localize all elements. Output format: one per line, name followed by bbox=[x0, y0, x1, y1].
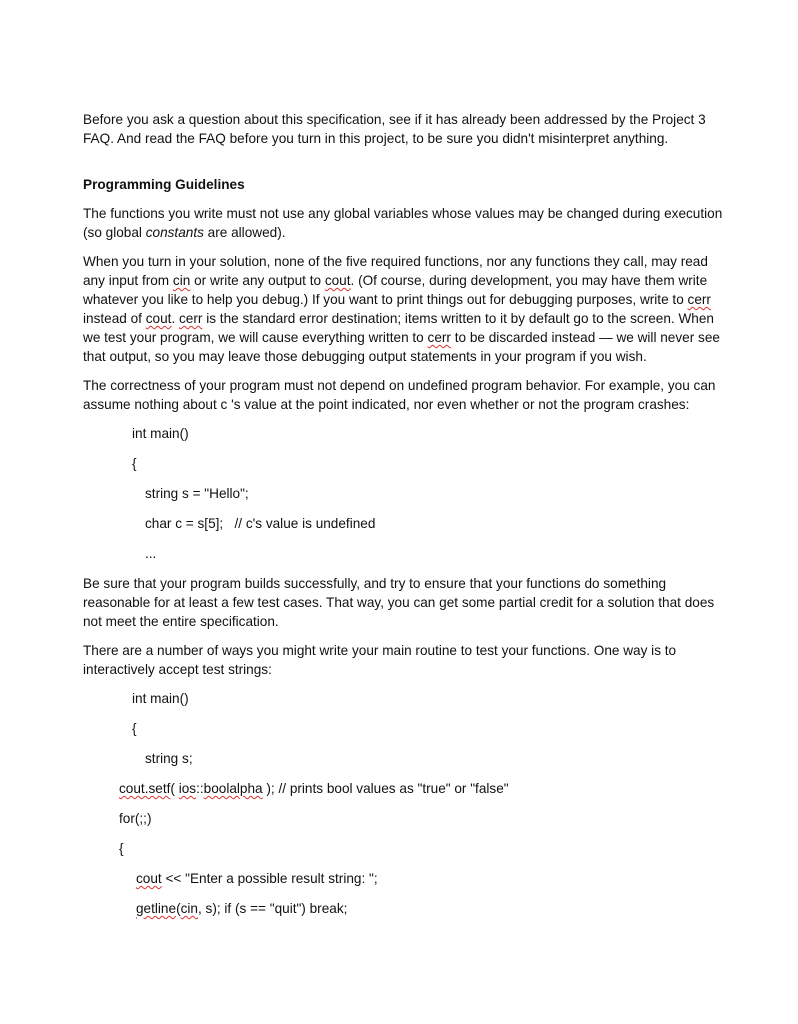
code-line: char c = s[5]; // c's value is undefined bbox=[145, 516, 376, 531]
cout-word: cout bbox=[145, 311, 172, 326]
text: , s); if (s == "quit") break; bbox=[197, 901, 348, 916]
code-line: for(;;) bbox=[119, 811, 152, 826]
code-line: { bbox=[119, 841, 124, 856]
cin-word: cin bbox=[180, 901, 198, 916]
text: are allowed). bbox=[203, 225, 286, 240]
ios-word: ios bbox=[178, 781, 197, 796]
text: The functions you write must not use any global variables whose values may be changed during execution (so global bbox=[83, 206, 723, 240]
cout-word: cout bbox=[136, 871, 162, 886]
code-line: ... bbox=[145, 546, 157, 561]
cerr-word: cerr bbox=[179, 311, 203, 326]
code-line: int main() bbox=[132, 426, 189, 441]
text: :: bbox=[196, 781, 204, 796]
boolalpha-word: boolalpha bbox=[203, 781, 263, 796]
cerr-word: cerr bbox=[687, 292, 711, 307]
code-example-2 bbox=[83, 689, 733, 918]
build-successfully-paragraph: Be sure that your program builds successfully, and try to ensure that your functions do something reasonable for at least a few test cases. That way, you can get some partial credit for a solution that does not meet the entire specification. bbox=[83, 576, 715, 629]
document-page bbox=[83, 110, 733, 929]
code-line: { bbox=[132, 456, 137, 471]
programming-guidelines-heading: Programming Guidelines bbox=[83, 177, 245, 192]
code-example-1 bbox=[83, 424, 733, 563]
text: ); // prints bool values as "true" or "false" bbox=[262, 781, 509, 796]
text: is the standard error destination; items written to it by default go to the screen. When we test your program, we will cause everything written to bbox=[83, 311, 714, 345]
constants-emphasis: constants bbox=[145, 225, 204, 240]
code-line: { bbox=[132, 721, 137, 736]
text: or write any output to bbox=[190, 273, 325, 288]
text: ( bbox=[176, 901, 181, 916]
code-line bbox=[136, 869, 733, 888]
code-line: string s; bbox=[145, 751, 193, 766]
main-routine-paragraph: There are a number of ways you might write your main routine to test your functions. One way is to interactively accept test strings: bbox=[83, 643, 677, 677]
code-line bbox=[119, 779, 733, 798]
text: << "Enter a possible result string: "; bbox=[161, 871, 378, 886]
text: to be discarded instead — we will never see that output, so you may leave those debugging output statements in your program if you wish. bbox=[83, 330, 720, 364]
intro-paragraph: Before you ask a question about this specification, see if it has already been addressed by the Project 3 FAQ. And read the FAQ before you turn in this project, to be sure you didn't misinterpret anything. bbox=[83, 112, 706, 146]
getline-word: getline bbox=[136, 901, 177, 916]
global-variables-paragraph bbox=[83, 204, 733, 242]
text: . (Of course, during development, you may have them write whatever you like to help you debug.) If you want to print things out for debugging purposes, write to bbox=[83, 273, 708, 307]
cout-word: cout bbox=[324, 273, 351, 288]
cin-word: cin bbox=[172, 273, 191, 288]
code-line: string s = "Hello"; bbox=[145, 486, 249, 501]
text: ( bbox=[170, 781, 179, 796]
io-restrictions-paragraph bbox=[83, 252, 733, 366]
text: instead of bbox=[83, 311, 146, 326]
text: When you turn in your solution, none of the five required functions, nor any functions they call, may read any input from bbox=[83, 254, 708, 288]
code-line: int main() bbox=[132, 691, 189, 706]
undefined-behavior-paragraph: The correctness of your program must not depend on undefined program behavior. For example, you can assume nothing about c 's value at the point indicated, nor even whether or not the program crashes: bbox=[83, 378, 716, 412]
code-line bbox=[136, 899, 733, 918]
text: . bbox=[171, 311, 179, 326]
cout-setf-word: cout.setf bbox=[119, 781, 171, 796]
cerr-word: cerr bbox=[427, 330, 451, 345]
